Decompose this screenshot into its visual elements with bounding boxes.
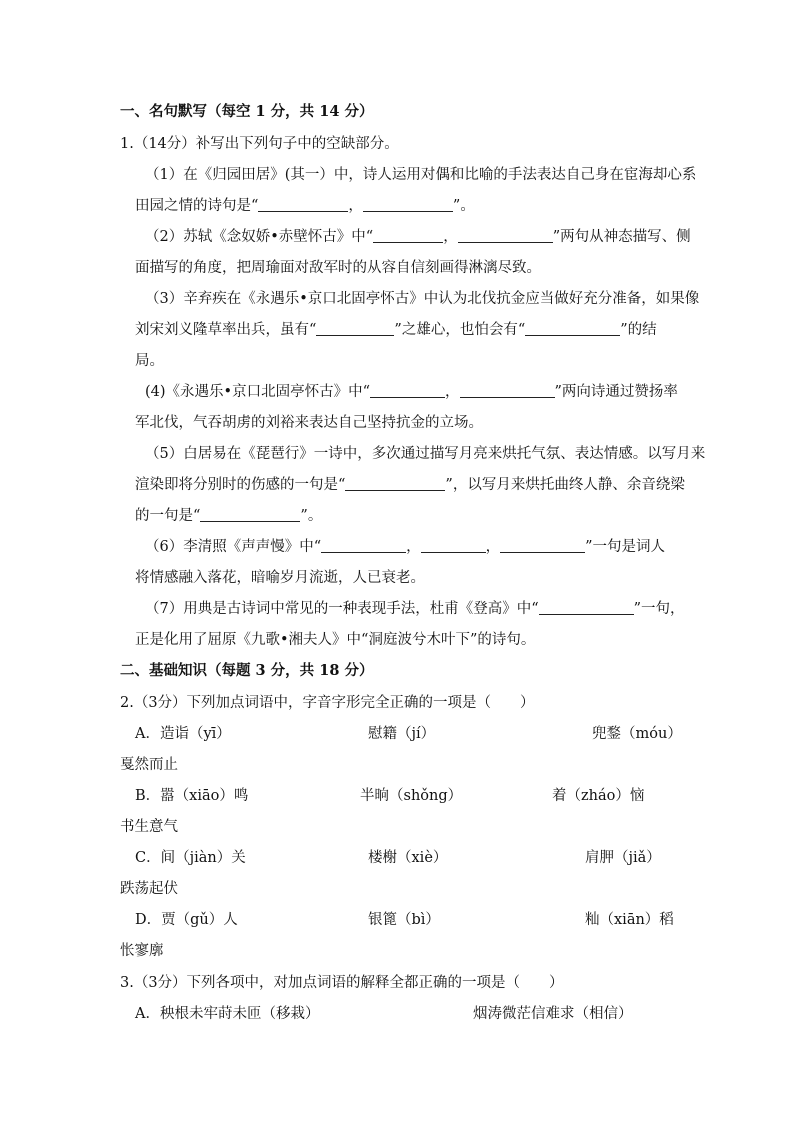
q2-option-d-word2: 银篦（bì）: [368, 912, 440, 928]
answer-blank[interactable]: [258, 197, 348, 212]
item3-line3: 局。: [135, 353, 164, 369]
item4-line2: 军北伐，气吞胡虏的刘裕来表达自己坚持抗金的立场。: [135, 415, 483, 431]
answer-blank[interactable]: [321, 538, 406, 553]
item2-line2: 面描写的角度，把周瑜面对敌军时的从容自信刻画得淋漓尽致。: [135, 260, 541, 276]
q2-option-b-word2: 半晌（shǒng）: [360, 788, 463, 804]
answer-blank[interactable]: [525, 321, 620, 336]
q3-option-a-part1: A．秧根未牢莳未匝（移栽）: [135, 1006, 320, 1022]
answer-blank[interactable]: [200, 507, 300, 522]
q2-option-a-word2: 慰籍（jí）: [368, 726, 436, 742]
answer-blank[interactable]: [460, 383, 555, 398]
item1-line1: （1）在《归园田居》(其一）中，诗人运用对偶和比喻的手法表达自己身在宦海却心系: [145, 167, 697, 183]
item5-line3: 的一句是“ ”。: [135, 508, 323, 524]
answer-blank[interactable]: [421, 538, 486, 553]
item1-line2: 田园之情的诗句是“ ， ”。: [135, 198, 475, 214]
q2-option-a-word1: A．造诣（yī）: [135, 726, 231, 742]
answer-blank[interactable]: [316, 321, 394, 336]
item5-line1: （5）白居易在《琵琶行》一诗中，多次通过描写月亮来烘托气氛、表达情感。以写月来: [145, 446, 706, 462]
answer-blank[interactable]: [363, 197, 453, 212]
q2-option-a-word3: 兜鍪（móu）: [592, 726, 682, 742]
answer-blank[interactable]: [373, 228, 443, 243]
q2-option-b-word1: B．嚣（xiāo）鸣: [135, 788, 249, 804]
q2-option-c-word1: C．间（jiàn）关: [135, 850, 246, 866]
item7-line2: 正是化用了屈原《九歌•湘夫人》中“洞庭波兮木叶下”的诗句。: [135, 632, 536, 648]
item3-line1: （3）辛弃疾在《永遇乐•京口北固亭怀古》中认为北伐抗金应当做好充分准备，如果像: [145, 291, 700, 307]
question2-stem: 2.（3分）下列加点词语中，字音字形完全正确的一项是（ ）: [120, 695, 535, 711]
item4-line1: (4)《永遇乐•京口北固亭怀古》中“ ， ”两向诗通过赞扬率: [145, 384, 678, 400]
q2-option-d-word1: D．贾（gǔ）人: [135, 912, 238, 928]
answer-blank[interactable]: [370, 383, 445, 398]
question3-stem: 3.（3分）下列各项中，对加点词语的解释全都正确的一项是（ ）: [120, 975, 564, 991]
q3-option-a-part2: 烟涛微茫信难求（相信）: [473, 1006, 633, 1022]
item6-line2: 将情感融入落花，暗喻岁月流逝，人已衰老。: [135, 570, 425, 586]
item3-line2: 刘宋刘义隆草率出兵，虽有“ ”之雄心，也怕会有“ ”的结: [135, 322, 657, 338]
section2-title: 二、基础知识（每题 3 分，共 18 分）: [120, 662, 374, 679]
answer-blank[interactable]: [345, 476, 445, 491]
q2-option-a-word4: 戛然而止: [120, 757, 178, 773]
item2-line1: （2）苏轼《念奴娇•赤壁怀古》中“ ， ”两句从神态描写、侧: [145, 229, 691, 245]
answer-blank[interactable]: [500, 538, 585, 553]
question1-stem: 1.（14分）补写出下列句子中的空缺部分。: [120, 136, 399, 152]
q2-option-c-word2: 楼榭（xiè）: [368, 850, 448, 866]
q2-option-b-word3: 着（zháo）恼: [552, 788, 645, 804]
item5-line2: 渲染即将分别时的伤感的一句是“ ”，以写月来烘托曲终人静、余音绕梁: [135, 477, 685, 493]
q2-option-b-word4: 书生意气: [120, 819, 178, 835]
q2-option-c-word3: 肩胛（jiǎ）: [585, 850, 661, 866]
item7-line1: （7）用典是古诗词中常见的一种表现手法，杜甫《登高》中“ ”一句，: [145, 601, 685, 617]
q2-option-c-word4: 跌荡起伏: [120, 881, 178, 897]
answer-blank[interactable]: [539, 600, 634, 615]
section1-title: 一、名句默写（每空 1 分，共 14 分）: [120, 103, 374, 120]
answer-blank[interactable]: [458, 228, 553, 243]
q2-option-d-word4: 怅寥廓: [120, 943, 164, 959]
q2-option-d-word3: 籼（xiān）稻: [585, 912, 674, 928]
item6-line1: （6）李清照《声声慢》中“ ， ， ”一句是词人: [145, 539, 666, 555]
